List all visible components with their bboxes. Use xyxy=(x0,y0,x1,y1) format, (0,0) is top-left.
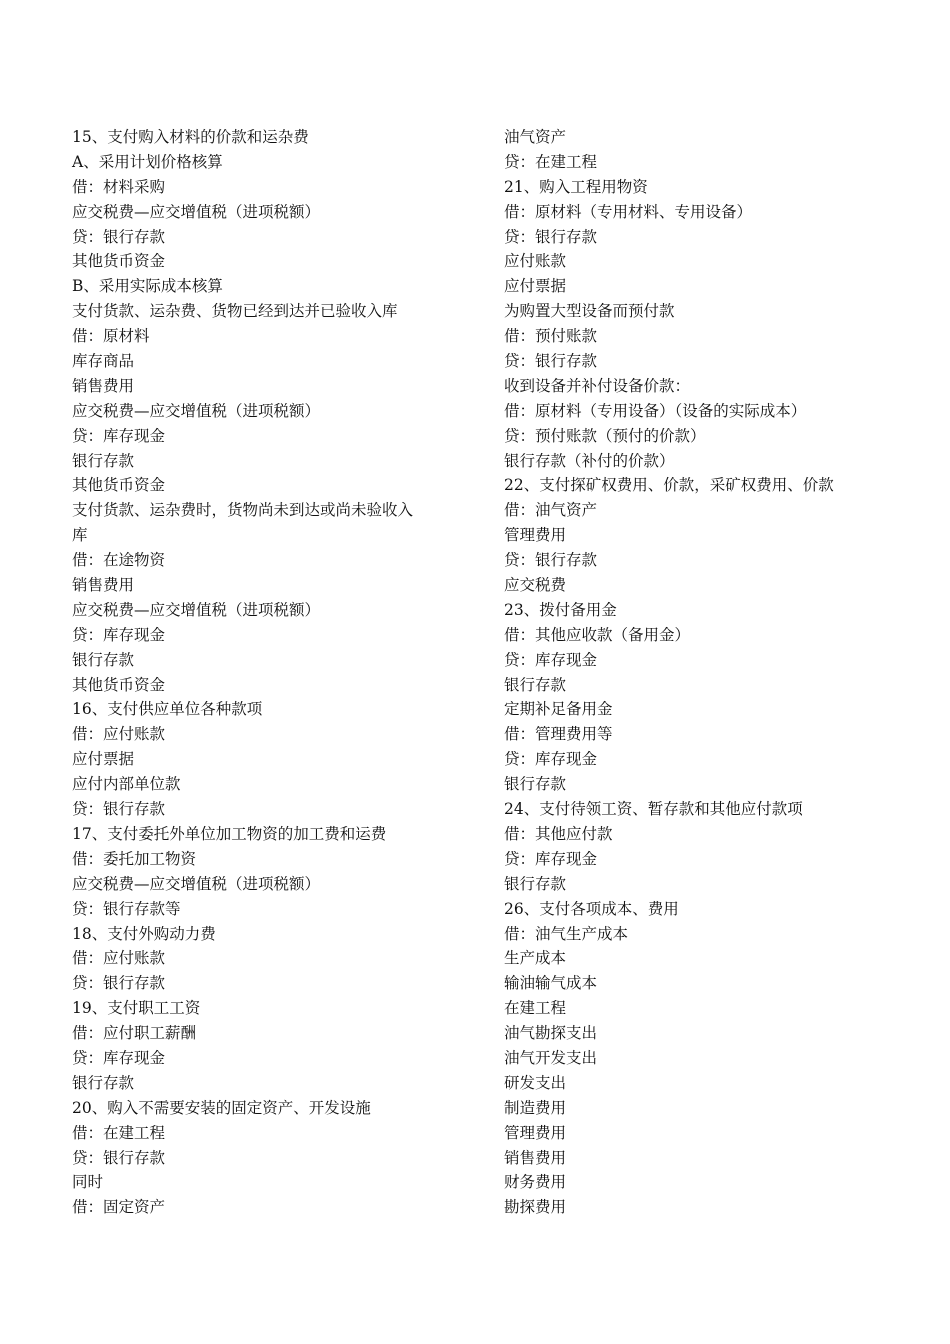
right-column-line: 管理费用 xyxy=(504,1123,567,1142)
left-column-line: 银行存款 xyxy=(72,1073,135,1092)
left-column-line: 应交税费—应交增值税（进项税额） xyxy=(72,874,321,893)
right-column-line: 贷：库存现金 xyxy=(504,750,598,769)
right-column-line: 定期补足备用金 xyxy=(504,700,613,719)
right-column-line: 贷：库存现金 xyxy=(504,849,598,868)
right-column-line: 油气勘探支出 xyxy=(504,1024,598,1043)
right-column-line: 21、购入工程用物资 xyxy=(504,177,648,196)
left-column-line: 银行存款 xyxy=(72,650,135,669)
right-column-line: 在建工程 xyxy=(504,999,567,1018)
left-column-line: 应付票据 xyxy=(72,750,135,769)
right-column-line: 制造费用 xyxy=(504,1098,567,1117)
right-column-line: 为购置大型设备而预付款 xyxy=(504,302,675,321)
left-column-line: 库 xyxy=(72,526,88,545)
right-column-line: 借：预付账款 xyxy=(504,327,598,346)
left-column-line: 销售费用 xyxy=(72,576,135,595)
right-column-line: 应付账款 xyxy=(504,252,567,271)
right-column-line: 银行存款 xyxy=(504,874,567,893)
right-column-line: 生产成本 xyxy=(504,949,567,968)
right-column-line: 贷：银行存款 xyxy=(504,551,598,570)
right-column-line: 银行存款（补付的价款） xyxy=(504,451,675,470)
right-column-line: 借：原材料（专用设备）（设备的实际成本） xyxy=(504,401,807,420)
right-column-line: 借：油气资产 xyxy=(504,501,598,520)
left-column-line: 库存商品 xyxy=(72,352,135,371)
right-column-line: 23、拨付备用金 xyxy=(504,600,617,619)
left-column-line: 15、支付购入材料的价款和运杂费 xyxy=(72,128,309,146)
left-column xyxy=(72,125,452,1220)
left-column-line: 其他货币资金 xyxy=(72,252,166,271)
right-column-line: 贷：库存现金 xyxy=(504,650,598,669)
left-column-line: 贷：银行存款等 xyxy=(72,899,181,918)
right-column-line: 贷：银行存款 xyxy=(504,227,598,246)
right-column xyxy=(504,125,904,1220)
left-column-line: 支付货款、运杂费、货物已经到达并已验收入库 xyxy=(72,302,398,321)
right-column-line: 22、支付探矿权费用、价款，采矿权费用、价款 xyxy=(504,476,834,495)
left-column-line: 借：委托加工物资 xyxy=(72,849,197,868)
left-column-line: 贷：库存现金 xyxy=(72,1048,166,1067)
left-column-line: 17、支付委托外单位加工物资的加工费和运费 xyxy=(72,824,387,843)
right-column-line: 贷：预付账款（预付的价款） xyxy=(504,426,706,445)
left-column-line: 借：应付账款 xyxy=(72,725,166,744)
left-column-line: 银行存款 xyxy=(72,451,135,470)
left-column-line: 19、支付职工工资 xyxy=(72,999,201,1018)
right-column-line: 勘探费用 xyxy=(504,1198,567,1217)
right-column-line: 应交税费 xyxy=(504,576,567,595)
right-column-line: 借：原材料（专用材料、专用设备） xyxy=(504,202,753,221)
left-column-line: 同时 xyxy=(72,1173,104,1192)
right-column-line: 贷：在建工程 xyxy=(504,152,598,171)
left-column-line: 应交税费—应交增值税（进项税额） xyxy=(72,600,321,619)
right-column-line: 应付票据 xyxy=(504,277,567,296)
left-column-line: 应交税费—应交增值税（进项税额） xyxy=(72,202,321,221)
left-column-line: 借：原材料 xyxy=(72,327,150,346)
right-column-line: 借：管理费用等 xyxy=(504,725,613,744)
right-column-line: 借：其他应付款 xyxy=(504,824,613,843)
right-column-line: 研发支出 xyxy=(504,1073,567,1092)
right-column-line: 输油输气成本 xyxy=(504,974,598,993)
left-column-line: 18、支付外购动力费 xyxy=(72,924,216,943)
right-column-line: 销售费用 xyxy=(504,1148,567,1167)
left-column-line: 借：固定资产 xyxy=(72,1198,166,1217)
right-column-line: 管理费用 xyxy=(504,526,567,545)
right-column-line: 财务费用 xyxy=(504,1173,567,1192)
right-column-line: 借：油气生产成本 xyxy=(504,924,629,943)
right-column-line: 借：其他应收款（备用金） xyxy=(504,625,691,644)
right-column-line: 油气资产 xyxy=(504,128,567,146)
left-column-line: 应交税费—应交增值税（进项税额） xyxy=(72,401,321,420)
left-column-line: 借：应付职工薪酬 xyxy=(72,1024,197,1043)
left-column-line: 应付内部单位款 xyxy=(72,775,181,794)
left-column-line: 贷：库存现金 xyxy=(72,426,166,445)
right-column-line: 油气开发支出 xyxy=(504,1048,598,1067)
left-column-line: 销售费用 xyxy=(72,376,135,395)
left-column-line: 借：在途物资 xyxy=(72,551,166,570)
left-column-line: 借：材料采购 xyxy=(72,177,166,196)
left-column-line: 20、购入不需要安装的固定资产、开发设施 xyxy=(72,1098,371,1117)
right-column-line: 银行存款 xyxy=(504,675,567,694)
left-column-line: 其他货币资金 xyxy=(72,476,166,495)
left-column-line: 借：在建工程 xyxy=(72,1123,166,1142)
left-column-line: 其他货币资金 xyxy=(72,675,166,694)
left-column-line: B、采用实际成本核算 xyxy=(72,277,223,296)
right-column-line: 24、支付待领工资、暂存款和其他应付款项 xyxy=(504,800,803,819)
right-column-line: 收到设备并补付设备价款： xyxy=(504,376,691,395)
left-column-line: 贷：银行存款 xyxy=(72,227,166,246)
left-column-line: 支付货款、运杂费时，货物尚未到达或尚未验收入 xyxy=(72,501,414,520)
left-column-line: 借：应付账款 xyxy=(72,949,166,968)
left-column-line: A、采用计划价格核算 xyxy=(72,152,223,171)
left-column-line: 贷：银行存款 xyxy=(72,1148,166,1167)
left-column-line: 贷：银行存款 xyxy=(72,800,166,819)
right-column-line: 26、支付各项成本、费用 xyxy=(504,899,679,918)
right-column-line: 银行存款 xyxy=(504,775,567,794)
left-column-line: 贷：库存现金 xyxy=(72,625,166,644)
right-column-line: 贷：银行存款 xyxy=(504,352,598,371)
left-column-line: 贷：银行存款 xyxy=(72,974,166,993)
left-column-line: 16、支付供应单位各种款项 xyxy=(72,700,263,719)
